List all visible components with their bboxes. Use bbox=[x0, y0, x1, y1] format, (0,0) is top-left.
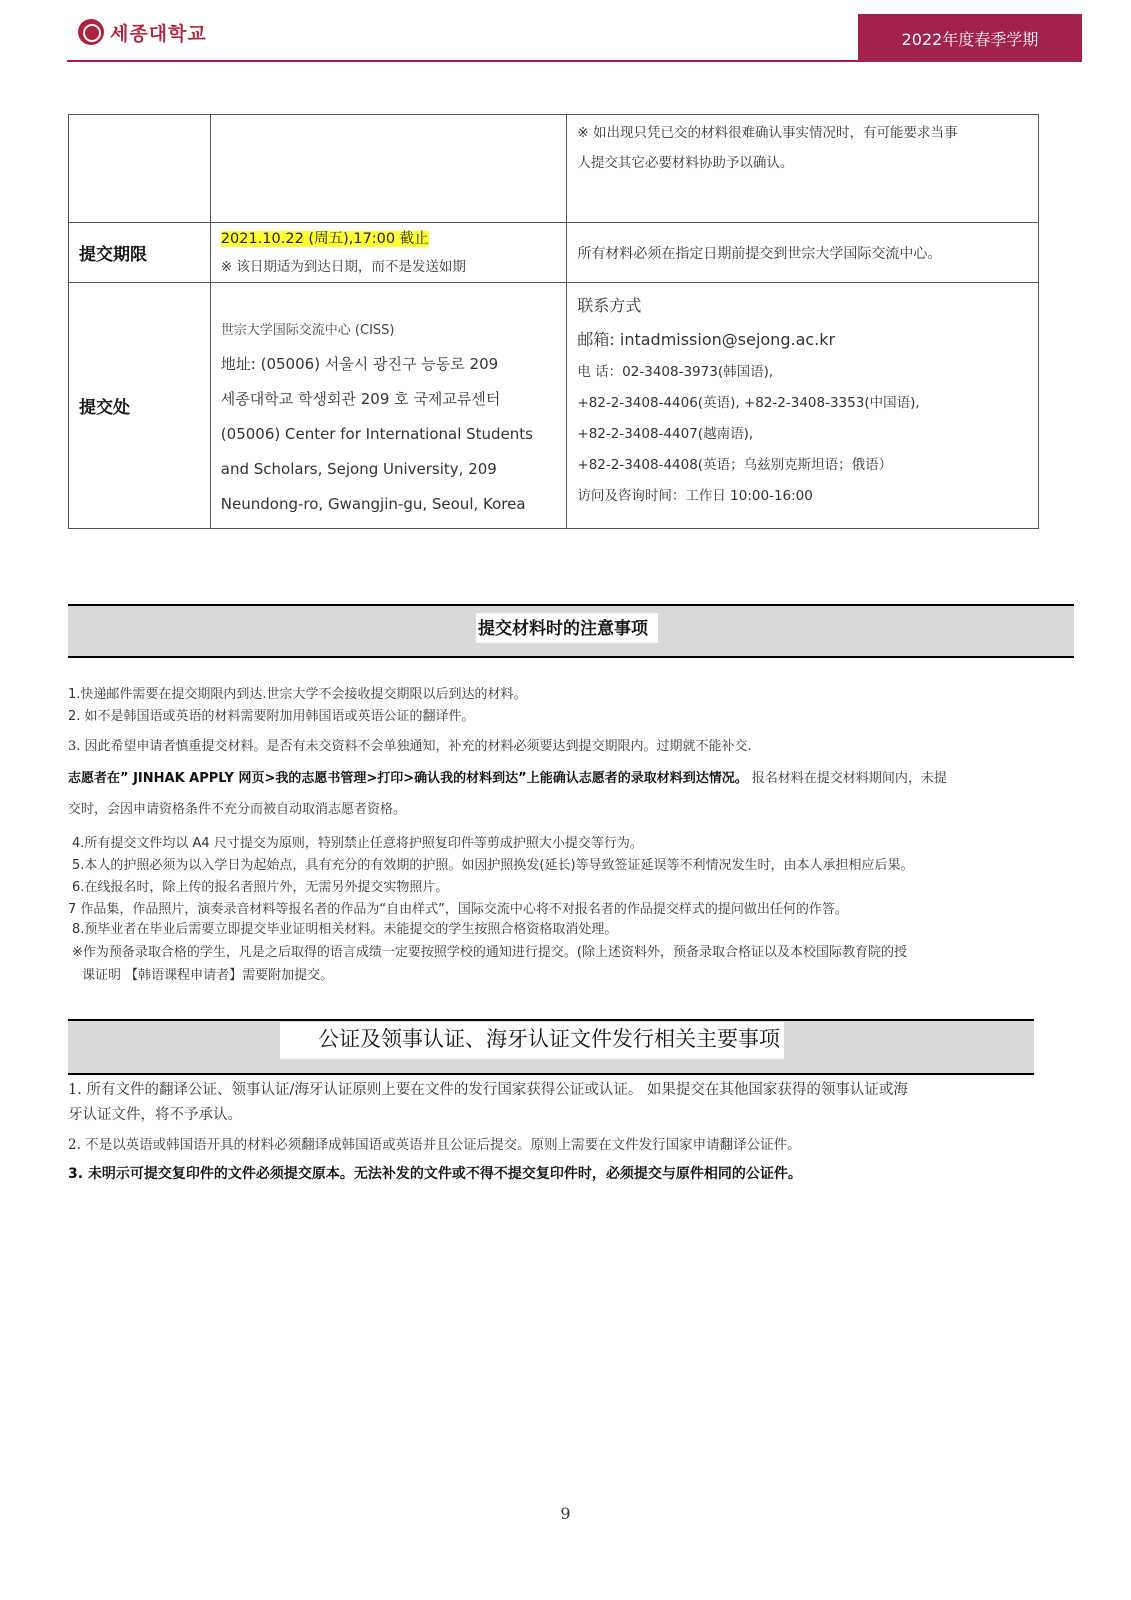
section1-title: 提交材料时的注意事项 bbox=[476, 613, 658, 643]
contact-email: 邮箱: intadmission@sejong.ac.kr bbox=[577, 330, 836, 349]
address-line: and Scholars, Sejong University, 209 bbox=[220, 460, 497, 478]
page-number: 9 bbox=[560, 1504, 571, 1523]
address-line: Neundong-ro, Gwangjin-gu, Seoul, Korea bbox=[220, 495, 526, 513]
contact-phone: +82-2-3408-4408(英语；乌兹别克斯坦语；俄语） bbox=[577, 457, 893, 473]
deadline-date: 2021.10.22 (周五),17:00 截止 bbox=[220, 231, 429, 247]
note-item: 3. 因此希望申请者慎重提交材料。是否有未交资料不会单独通知，补充的材料必须要达到提交期限内。过期就不能补交. bbox=[68, 739, 752, 754]
table-row bbox=[69, 115, 1039, 223]
address-line: 地址: (05006) 서울시 광진구 능동로 209 bbox=[220, 355, 499, 373]
address-line: (05006) Center for International Students bbox=[220, 425, 533, 443]
contact-phone: 电 话：02-3408-3973(韩国语), bbox=[577, 364, 774, 380]
row1-note-line2: 人提交其它必要材料协助予以确认。 bbox=[577, 155, 794, 171]
contact-phone: +82-2-3408-4407(越南语), bbox=[577, 426, 754, 442]
note-item: 4.所有提交文件均以 A4 尺寸提交为原则，特别禁止任意将护照复印件等剪成护照大小提交等行为。 bbox=[72, 836, 643, 851]
note-item-rest: 报名材料在提交材料期间内，未提 bbox=[751, 771, 947, 786]
contact-heading: 联系方式 bbox=[577, 296, 642, 315]
table-row bbox=[69, 283, 1039, 529]
row1-note-line1: ※ 如出现只凭已交的材料很难确认事实情况时，有可能要求当事 bbox=[577, 125, 958, 141]
submission-info-table bbox=[68, 114, 1039, 529]
university-logo bbox=[78, 17, 207, 47]
notary-item: 1. 所有文件的翻译公证、领事认证/海牙认证原则上要在文件的发行国家获得公证或认证。 如果提交在其他国家获得的领事认证或海 bbox=[68, 1082, 908, 1098]
deadline-desc: 所有材料必须在指定日期前提交到世宗大学国际交流中心。 bbox=[577, 245, 942, 262]
note-item: 7 作品集，作品照片，演奏录音材料等报名者的作品为“自由样式”，国际交流中心将不对报名者的作品提交样式的提问做出任何的作答。 bbox=[68, 902, 848, 917]
header-divider bbox=[67, 60, 858, 62]
notary-item: 2. 不是以英语或韩国语开具的材料必须翻译成韩国语或英语并且公证后提交。原则上需要在文件发行国家申请翻译公证件。 bbox=[68, 1137, 801, 1153]
contact-hours: 访问及咨询时间：工作日 10:00-16:00 bbox=[577, 488, 813, 504]
note-item: 2. 如不是韩国语或英语的材料需要附加用韩国语或英语公证的翻译件。 bbox=[68, 709, 475, 724]
note-item: 交时，会因申请资格条件不充分而被自动取消志愿者资格。 bbox=[68, 802, 407, 817]
university-seal-icon bbox=[78, 19, 104, 45]
note-item: 1.快递邮件需要在提交期限内到达.世宗大学不会接收提交期限以后到达的材料。 bbox=[68, 687, 527, 702]
table-row bbox=[69, 223, 1039, 283]
note-item: ※作为预备录取合格的学生，凡是之后取得的语言成绩一定要按照学校的通知进行提交。(除上述资料外，预备录取合格证以及本校国际教育院的授 bbox=[72, 945, 907, 960]
note-item bbox=[68, 767, 947, 786]
notary-item: 3. 未明示可提交复印件的文件必须提交原本。无法补发的文件或不得不提交复印件时，必须提交与原件相同的公证件。 bbox=[68, 1166, 802, 1182]
deadline-label: 提交期限 bbox=[79, 245, 147, 265]
address-line: 世宗大学国际交流中心 (CISS) bbox=[220, 323, 395, 338]
contact-phone: +82-2-3408-4406(英语), +82-2-3408-3353(中国语), bbox=[577, 395, 920, 411]
deadline-note: ※ 该日期适为到达日期，而不是发送如期 bbox=[220, 259, 466, 275]
note-item: 5.本人的护照必须为以入学日为起始点，具有充分的有效期的护照。如因护照换发(延长)等导致签证延误等不利情况发生时，由本人承担相应后果。 bbox=[72, 858, 914, 873]
submit-place-label: 提交处 bbox=[79, 398, 130, 418]
term-badge: 2022年度春季学期 bbox=[858, 14, 1082, 62]
notary-item: 牙认证文件，将不予承认。 bbox=[68, 1107, 242, 1123]
address-line: 세종대학교 학생회관 209 호 국제교류센터 bbox=[220, 390, 501, 408]
note-item: 6.在线报名时，除上传的报名者照片外，无需另外提交实物照片。 bbox=[72, 880, 449, 895]
note-item: 8.预毕业者在毕业后需要立即提交毕业证明相关材料。未能提交的学生按照合格资格取消处理。 bbox=[72, 922, 618, 937]
section2-title: 公证及领事认证、海牙认证文件发行相关主要事项 bbox=[280, 1022, 784, 1059]
note-item-bold: 志愿者在” JINHAK APPLY 网页>我的志愿书管理>打印>确认我的材料到达”上能确认志愿者的录取材料到达情况。 bbox=[68, 771, 748, 786]
note-item: 课证明 【韩语课程申请者】需要附加提交。 bbox=[82, 968, 334, 983]
logo-text: 세종대학교 bbox=[110, 22, 207, 45]
